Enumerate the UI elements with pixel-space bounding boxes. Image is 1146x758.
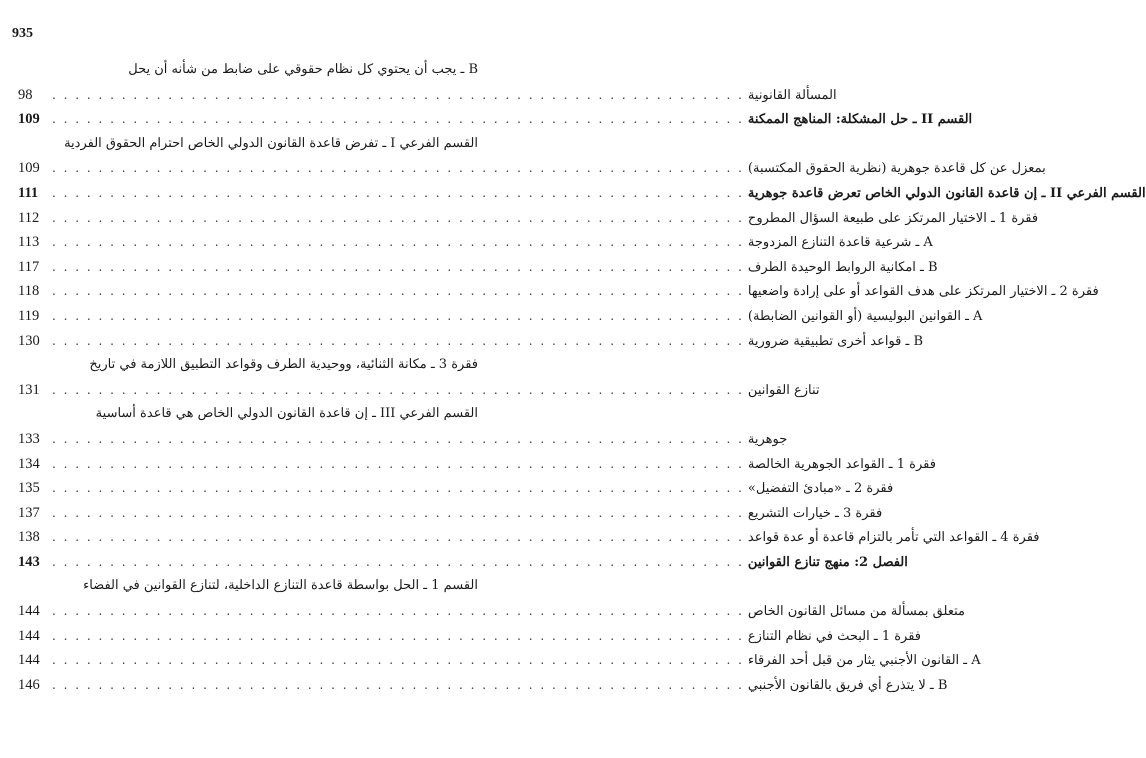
toc-entry-text: القسم II ـ حل المشكلة: المناهج الممكنة <box>747 112 973 128</box>
toc-page-number: 144 <box>18 627 40 644</box>
dot-leader: . . . . . . . . . . . . . . . . . . . . . . . . . . . . . . . . . . . . . . . . . . . . . . . . . . . . . . . . . . . . <box>52 235 744 250</box>
toc-entry-text: فقرة 1 ـ الاختيار المرتكز على طبيعة السؤال المطروح <box>747 210 1039 226</box>
toc-entry-text: القسم الفرعي II ـ إن قاعدة القانون الدولي الخاص تعرض قاعدة جوهرية <box>747 185 1146 201</box>
dot-leader: . . . . . . . . . . . . . . . . . . . . . . . . . . . . . . . . . . . . . . . . . . . . . . . . . . . . . . . . . . . . <box>52 259 744 274</box>
toc-entry <box>18 525 1040 550</box>
toc-entry <box>18 107 973 132</box>
toc-entry-text: A ـ القوانين البوليسية (أو القوانين الضابطة) <box>747 308 983 324</box>
toc-entry <box>18 181 1146 206</box>
toc-entry-text: B ـ يجب أن يحتوي كل نظام حقوقي على ضابط من شأنه أن يحل <box>128 62 478 77</box>
toc-page-number: 138 <box>18 529 40 546</box>
toc-entry-text: القسم الفرعي III ـ إن قاعدة القانون الدولي الخاص هي قاعدة أساسية <box>95 406 478 422</box>
toc-entry <box>18 132 478 157</box>
toc-entry-text: تنازع القوانين <box>747 382 820 398</box>
table-of-contents <box>18 58 1146 697</box>
toc-entry-text: B ـ امكانية الروابط الوحيدة الطرف <box>747 259 938 275</box>
toc-entry-text: فقرة 4 ـ القواعد التي تأمر بالتزام قاعدة أو عدة قواعد <box>747 530 1040 546</box>
dot-leader: . . . . . . . . . . . . . . . . . . . . . . . . . . . . . . . . . . . . . . . . . . . . . . . . . . . . . . . . . . . . <box>52 530 744 545</box>
dot-leader: . . . . . . . . . . . . . . . . . . . . . . . . . . . . . . . . . . . . . . . . . . . . . . . . . . . . . . . . . . . . <box>52 112 744 127</box>
toc-entry <box>18 452 936 477</box>
toc-page-number: 143 <box>18 553 40 570</box>
toc-entry <box>18 624 922 649</box>
toc-page-number: 119 <box>18 307 40 324</box>
toc-entry <box>18 673 948 698</box>
toc-entry-text: المسألة القانونية <box>747 87 837 103</box>
toc-entry <box>18 501 883 526</box>
dot-leader: . . . . . . . . . . . . . . . . . . . . . . . . . . . . . . . . . . . . . . . . . . . . . . . . . . . . . . . . . . . . <box>52 653 744 668</box>
toc-entry <box>18 550 908 575</box>
toc-page-number: 137 <box>18 504 40 521</box>
dot-leader: . . . . . . . . . . . . . . . . . . . . . . . . . . . . . . . . . . . . . . . . . . . . . . . . . . . . . . . . . . . . <box>52 333 744 348</box>
dot-leader: . . . . . . . . . . . . . . . . . . . . . . . . . . . . . . . . . . . . . . . . . . . . . . . . . . . . . . . . . . . . <box>52 481 744 496</box>
toc-entry-text: جوهرية <box>747 431 788 447</box>
dot-leader: . . . . . . . . . . . . . . . . . . . . . . . . . . . . . . . . . . . . . . . . . . . . . . . . . . . . . . . . . . . . <box>52 284 744 299</box>
dot-leader: . . . . . . . . . . . . . . . . . . . . . . . . . . . . . . . . . . . . . . . . . . . . . . . . . . . . . . . . . . . . <box>52 628 744 643</box>
toc-entry-text: فقرة 1 ـ القواعد الجوهرية الخالصة <box>747 456 936 472</box>
toc-entry-text: A ـ القانون الأجنبي يثار من قبل أحد الفرقاء <box>747 653 981 669</box>
toc-page-number: 134 <box>18 455 40 472</box>
toc-entry <box>18 378 820 403</box>
toc-entry <box>18 58 478 83</box>
toc-page-number: 130 <box>18 332 40 349</box>
toc-entry <box>18 230 933 255</box>
toc-page-number: 98 <box>18 86 33 103</box>
toc-entry-text: متعلق بمسألة من مسائل القانون الخاص <box>747 604 965 620</box>
toc-page-number: 109 <box>18 160 40 177</box>
toc-page-number: 146 <box>18 676 40 693</box>
toc-entry-text: فقرة 2 ـ «مبادئ التفضيل» <box>747 481 894 497</box>
toc-page-number: 113 <box>18 234 40 251</box>
toc-entry <box>18 304 983 329</box>
dot-leader: . . . . . . . . . . . . . . . . . . . . . . . . . . . . . . . . . . . . . . . . . . . . . . . . . . . . . . . . . . . . <box>52 456 744 471</box>
toc-page-number: 133 <box>18 430 40 447</box>
toc-entry-text: A ـ شرعية قاعدة التنازع المزدوجة <box>747 235 933 251</box>
toc-entry <box>18 402 478 427</box>
toc-entry-text: فقرة 1 ـ البحث في نظام التنازع <box>747 628 922 644</box>
toc-entry <box>18 279 1099 304</box>
toc-entry <box>18 599 965 624</box>
toc-entry <box>18 353 478 378</box>
toc-page-number: 109 <box>18 111 40 128</box>
toc-entry <box>18 648 981 673</box>
toc-entry-text: فقرة 3 ـ مكانة الثنائية، ووحيدية الطرف وقواعد التطبيق اللازمة في تاريخ <box>89 357 478 373</box>
toc-entry-text: القسم 1 ـ الحل بواسطة قاعدة التنازع الداخلية، لتنازع القوانين في الفضاء <box>83 578 478 594</box>
dot-leader: . . . . . . . . . . . . . . . . . . . . . . . . . . . . . . . . . . . . . . . . . . . . . . . . . . . . . . . . . . . . <box>52 604 744 619</box>
toc-entry-text: القسم الفرعي I ـ تفرض قاعدة القانون الدولي الخاص احترام الحقوق الفردية <box>64 135 478 151</box>
toc-entry <box>18 156 1046 181</box>
toc-page-number: 131 <box>18 381 40 398</box>
toc-entry-text: فقرة 2 ـ الاختيار المرتكز على هدف القواعد أو على إرادة واضعيها <box>747 284 1099 300</box>
toc-entry <box>18 255 938 280</box>
toc-page-number: 144 <box>18 652 40 669</box>
dot-leader: . . . . . . . . . . . . . . . . . . . . . . . . . . . . . . . . . . . . . . . . . . . . . . . . . . . . . . . . . . . . <box>52 161 744 176</box>
toc-entry-text: بمعزل عن كل قاعدة جوهرية (نظرية الحقوق المكتسبة) <box>747 161 1046 177</box>
toc-page-number: 135 <box>18 480 40 497</box>
dot-leader: . . . . . . . . . . . . . . . . . . . . . . . . . . . . . . . . . . . . . . . . . . . . . . . . . . . . . . . . . . . . <box>52 382 744 397</box>
toc-entry <box>18 83 837 108</box>
toc-page-number: 111 <box>18 184 39 201</box>
dot-leader: . . . . . . . . . . . . . . . . . . . . . . . . . . . . . . . . . . . . . . . . . . . . . . . . . . . . . . . . . . . . <box>52 554 744 569</box>
dot-leader: . . . . . . . . . . . . . . . . . . . . . . . . . . . . . . . . . . . . . . . . . . . . . . . . . . . . . . . . . . . . <box>52 677 744 692</box>
toc-entry <box>18 329 924 354</box>
toc-page-number: 112 <box>18 209 40 226</box>
toc-entry <box>18 427 788 452</box>
page-number: 935 <box>12 26 33 41</box>
dot-leader: . . . . . . . . . . . . . . . . . . . . . . . . . . . . . . . . . . . . . . . . . . . . . . . . . . . . . . . . . . . . <box>52 185 744 200</box>
toc-entry-text: فقرة 3 ـ خيارات التشريع <box>747 505 883 521</box>
toc-entry-text: B ـ قواعد أخرى تطبيقية ضرورية <box>747 333 924 349</box>
toc-page-number: 117 <box>18 258 40 275</box>
toc-page-number: 144 <box>18 603 40 620</box>
toc-entry <box>18 476 894 501</box>
toc-entry <box>18 206 1039 231</box>
dot-leader: . . . . . . . . . . . . . . . . . . . . . . . . . . . . . . . . . . . . . . . . . . . . . . . . . . . . . . . . . . . . <box>52 210 744 225</box>
dot-leader: . . . . . . . . . . . . . . . . . . . . . . . . . . . . . . . . . . . . . . . . . . . . . . . . . . . . . . . . . . . . <box>52 505 744 520</box>
dot-leader: . . . . . . . . . . . . . . . . . . . . . . . . . . . . . . . . . . . . . . . . . . . . . . . . . . . . . . . . . . . . <box>52 308 744 323</box>
toc-entry <box>18 574 478 599</box>
dot-leader: . . . . . . . . . . . . . . . . . . . . . . . . . . . . . . . . . . . . . . . . . . . . . . . . . . . . . . . . . . . . <box>52 87 744 102</box>
toc-entry-text: B ـ لا يتذرع أي فريق بالقانون الأجنبي <box>747 677 948 693</box>
toc-entry-text: الفصل 2: منهج تنازع القوانين <box>747 554 908 570</box>
toc-page-number: 118 <box>18 283 40 300</box>
dot-leader: . . . . . . . . . . . . . . . . . . . . . . . . . . . . . . . . . . . . . . . . . . . . . . . . . . . . . . . . . . . . <box>52 431 744 446</box>
